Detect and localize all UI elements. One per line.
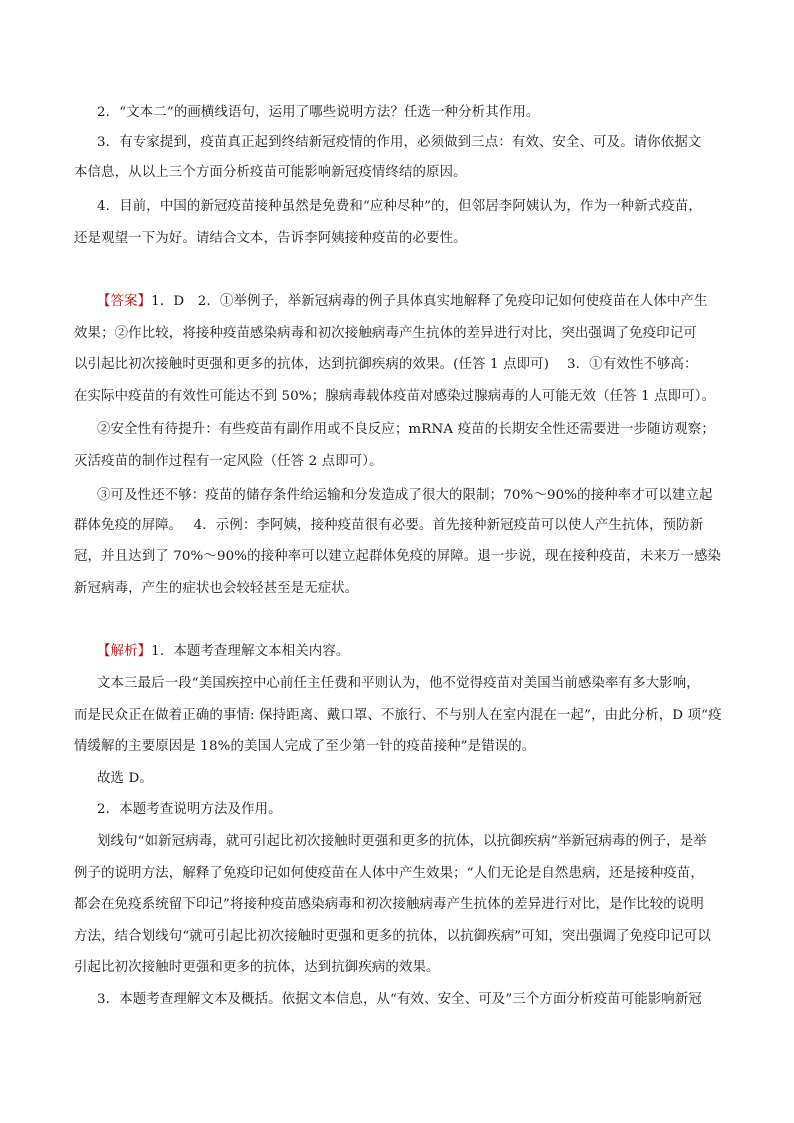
analysis-line-6: 2．本题考查说明方法及作用。 — [97, 802, 282, 817]
answer-line-9: 冠，并且达到了 70%～90%的接种率可以建立起群体免疫的屏障。退一步说，现在接种疫苗，未来万一感染 — [74, 549, 722, 564]
answer-tag: 【答案】 — [97, 294, 152, 309]
analysis-line-11: 引起比初次接触时更强和更多的抗体，达到抗御疾病的效果。 — [74, 960, 440, 975]
analysis-line-7: 划线句“如新冠病毒，就可引起比初次接触时更强和更多的抗体，以抗御疾病”举新冠病毒的例子，是举 — [97, 834, 707, 849]
analysis-line-10: 方法，结合划线句“就可引起比初次接触时更强和更多的抗体，以抗御疾病”可知，突出强调了免疫印记可以 — [74, 929, 711, 944]
answer-line-6: 灭活疫苗的制作过程有一定风险（任答 2 点即可）。 — [74, 454, 383, 469]
analysis-tag: 【解析】 — [97, 644, 152, 659]
question-3-line-1: 3．有专家提到，疫苗真正起到终结新冠疫情的作用，必须做到三点：有效、安全、可及。请你依据文 — [97, 135, 702, 150]
answer-line-3: 以引起比初次接触时更强和更多的抗体，达到抗御疾病的效果。(任答 1 点即可) 3．①有效性不够高： — [74, 357, 698, 372]
answer-line-1 — [97, 292, 747, 312]
question-2: 2．“文本二”的画横线语句，运用了哪些说明方法？任选一种分析其作用。 — [97, 105, 540, 120]
analysis-line-2: 文本三最后一段“美国疾控中心前任主任费和平则认为，他不觉得疫苗对美国当前感染率有多大影响， — [97, 676, 700, 691]
answer-line-10: 新冠病毒，产生的症状也会较轻甚至是无症状。 — [74, 581, 359, 596]
analysis-line-4: 情缓解的主要原因是 18%的美国人完成了至少第一针的疫苗接种”是错误的。 — [74, 739, 536, 754]
analysis-line-3: 而是民众正在做着正确的事情: 保持距离、戴口罩、不旅行、不与别人在室内混在一起”，由此分析，D 项“疫 — [74, 708, 722, 723]
answer-line-2: 效果；②作比较，将接种疫苗感染病毒和初次接触病毒产生抗体的差异进行对比，突出强调了免疫印记可 — [74, 326, 697, 341]
analysis-line-8: 例子的说明方法，解释了免疫印记如何使疫苗在人体中产生效果；“人们无论是自然患病，还是接种疫苗， — [74, 866, 704, 881]
answer-line-7: ③可及性还不够：疫苗的储存条件给运输和分发造成了很大的限制；70%～90%的接种率才可以建立起 — [97, 488, 713, 503]
question-3-line-2: 本信息，从以上三个方面分析疫苗可能影响新冠疫情终结的原因。 — [74, 165, 467, 180]
answer-line-5: ②安全性有待提升：有些疫苗有副作用或不良反应；mRNA 疫苗的长期安全性还需要进一步随访观察； — [97, 422, 715, 437]
analysis-line-12: 3．本题考查理解文本及概括。依据文本信息，从“有效、安全、可及”三个方面分析疫苗可能影响新冠 — [97, 992, 702, 1007]
analysis-line-1 — [97, 642, 747, 662]
answer-line-4: 在实际中疫苗的有效性可能达不到 50%；腺病毒载体疫苗对感染过腺病毒的人可能无效（任答 1 点即可）。 — [74, 389, 716, 404]
question-4-line-2: 还是观望一下为好。请结合文本，告诉李阿姨接种疫苗的必要性。 — [74, 231, 467, 246]
analysis-text: 1．本题考查理解文本相关内容。 — [151, 644, 350, 659]
question-4-line-1: 4．目前，中国的新冠疫苗接种虽然是免费和“应种尽种”的，但邻居李阿姨认为，作为一种新式疫苗， — [97, 199, 702, 214]
answer-line-8: 群体免疫的屏障。 4．示例：李阿姨，接种疫苗很有必要。首先接种新冠疫苗可以使人产生抗体，预防新 — [74, 518, 704, 533]
analysis-line-9: 都会在免疫系统留下印记”将接种疫苗感染病毒和初次接触病毒产生抗体的差异进行对比，是作比较的说明 — [74, 897, 704, 912]
analysis-line-5: 故选 D。 — [97, 771, 153, 786]
answer-text: 1．D 2．①举例子，举新冠病毒的例子具体真实地解释了免疫印记如何使疫苗在人体中产生 — [151, 294, 708, 309]
